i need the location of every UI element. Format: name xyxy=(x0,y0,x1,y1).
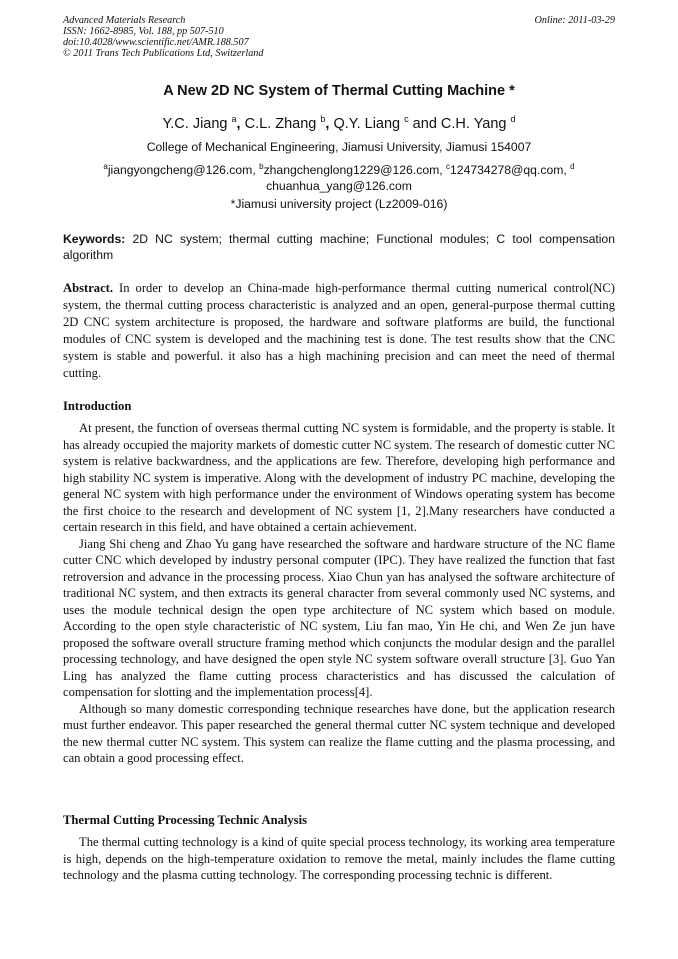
author-separator: , xyxy=(325,115,330,132)
copyright-line: © 2011 Trans Tech Publications Ltd, Switzerland xyxy=(63,48,264,59)
abstract-text: In order to develop an China-made high-performance thermal cutting numerical control(NC) system, the thermal cutting process characteristic is analyzed and an open, general-purpose thermal cutting 2D CNC system architecture is proposed, the hardware and software platforms are build, the functional modules of CNC system is developed and the machining test is done. The test results show that the CNC system is stable and powerful. it also has a high machining precision and can meet the need of thermal cutting. xyxy=(63,281,615,380)
author: C.H. Yang xyxy=(440,115,507,132)
email-address: zhangchenglong1229@126.com, xyxy=(263,163,443,178)
paragraph: At present, the function of overseas thermal cutting NC system is formidable, and the property is stable. It has already occupied the majority markets of domestic cutter NC system. The research of domestic cutter NC system is relative backwardness, and the applications are few. Therefore, developing high performance and high stability NC system is imperative. Along with the development of industry PC machine, developing the general NC system with high performance under the environment of Windows operating system has become the first choice to the research and development of NC system [1, 2].Many researchers have conducted a certain research in this field, and have obtained a certain achievement. xyxy=(63,421,615,534)
paper-title: A New 2D NC System of Thermal Cutting Machine * xyxy=(163,83,515,99)
author-affil-mark: a xyxy=(231,114,237,124)
email-address: 124734278@qq.com, xyxy=(450,163,567,178)
online-date: Online: 2011-03-29 xyxy=(534,15,615,26)
author-affil-mark: d xyxy=(510,114,516,124)
email-mark: a xyxy=(103,162,108,171)
issn-line: ISSN: 1662-8985, Vol. 188, pp 507-510 xyxy=(63,26,224,37)
keywords-text: 2D NC system; thermal cutting machine; Functional modules; C tool compensation algorithm xyxy=(63,232,615,262)
paragraph: Jiang Shi cheng and Zhao Yu gang have researched the software and hardware structure of the NC flame cutter CNC which developed by industry personal computer (IPC). They have realized the function that fast retroversion and advance in the processing process. Xiao Chun yan has analysed the software architecture of traditional NC system, and then extracts its general character from several commonly used NC systems, and uses the module technical design the open type architecture of NC system which based on module. According to the open style characteristic of NC system, Liu fan mao, Yin He chi, and Wen Ze jun have proposed the software overall structure framing method which conjuncts the modular design and the parallel processing technology, and have designed the open style NC system software overall structure [3]. Guo Yan Ling has analyzed the flame cutting process characteristics and has discussed the calculation of compensation for slotting and the implementation process[4]. xyxy=(63,536,615,699)
journal-name: Advanced Materials Research xyxy=(63,15,186,26)
author-emails xyxy=(88,159,590,194)
section-heading: Introduction xyxy=(63,399,132,413)
author: Q.Y. Liang xyxy=(333,115,401,132)
author: Y.C. Jiang xyxy=(162,115,228,132)
email-address: chuanhua_yang@126.com xyxy=(266,179,412,194)
author-list xyxy=(63,114,615,132)
author-separator: , xyxy=(236,115,241,132)
email-mark: d xyxy=(570,162,575,171)
paragraph: The thermal cutting technology is a kind of quite special process technology, its working area temperature is high, depends on the high-temperature oxidation to remove the metal, mainly includes the flame cutting technology and the plasma cutting technology. The corresponding processing technic is different. xyxy=(63,835,615,882)
keywords-label: Keywords: xyxy=(63,232,126,246)
author: C.L. Zhang xyxy=(244,115,317,132)
email-address: jiangyongcheng@126.com, xyxy=(107,163,256,178)
keywords xyxy=(63,231,615,263)
email-mark: b xyxy=(259,162,264,171)
affiliation: College of Mechanical Engineering, Jiamusi University, Jiamusi 154007 xyxy=(146,140,532,154)
author-separator: and xyxy=(408,115,437,132)
project-note: *Jiamusi university project (Lz2009-016) xyxy=(230,197,448,211)
paragraph: Although so many domestic corresponding technique researches have done, but the application research must further endeavor. This paper researched the general thermal cutter NC system technique and developed the new thermal cutter NC system. This system can realize the flame cutting and the plasma processing, and can obtain a good processing effect. xyxy=(63,701,615,765)
journal-header xyxy=(63,15,615,59)
author-affil-mark: c xyxy=(404,114,409,124)
section-body xyxy=(63,834,615,884)
author-affil-mark: b xyxy=(320,114,326,124)
introduction-body xyxy=(63,420,615,767)
doi-line: doi:10.4028/www.scientific.net/AMR.188.507 xyxy=(63,37,249,48)
abstract xyxy=(63,280,615,382)
email-mark: c xyxy=(446,162,451,171)
section-heading: Thermal Cutting Processing Technic Analysis xyxy=(63,813,307,827)
abstract-label: Abstract. xyxy=(63,281,114,295)
